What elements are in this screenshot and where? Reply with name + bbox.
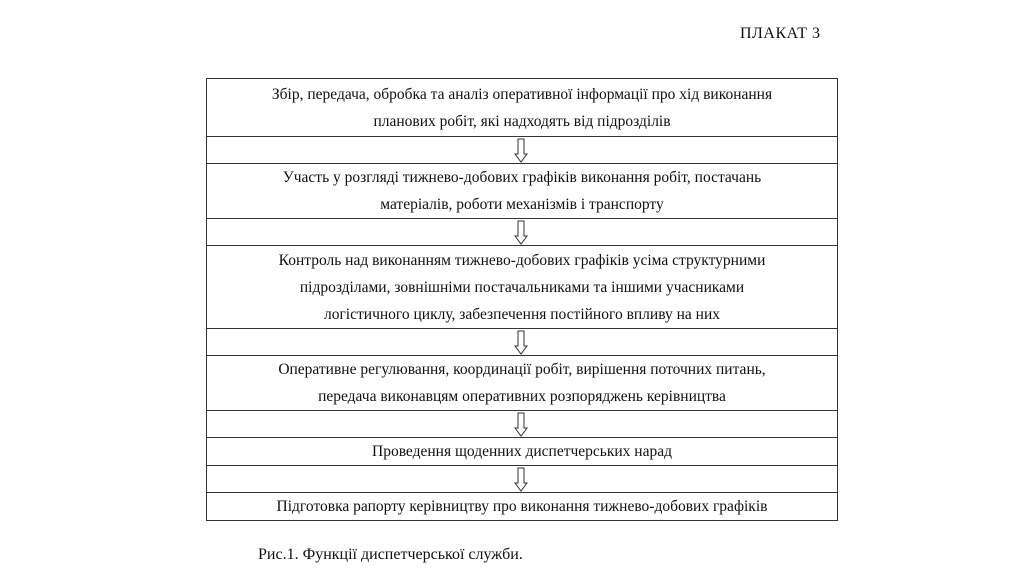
step-4 <box>207 355 837 410</box>
step-text: Оперативне регулювання, координації робіт, вирішення поточних питань, <box>278 361 766 378</box>
down-arrow-icon <box>513 219 529 246</box>
step-1 <box>207 78 837 136</box>
step-text: матеріалів, роботи механізмів і транспорту <box>380 196 664 213</box>
step-text: Підготовка рапорту керівництву про виконання тижнево-добових графіків <box>276 498 768 515</box>
flowchart <box>206 78 838 521</box>
step-text: Контроль над виконанням тижнево-добових графіків усіма структурними <box>278 251 766 269</box>
arrow-row <box>207 465 837 492</box>
arrow-row <box>207 328 837 355</box>
step-text: передача виконавцям оперативних розпоряджень керівництва <box>318 388 726 405</box>
figure-caption: Рис.1. Функції диспетчерської служби. <box>258 546 523 563</box>
step-text: підрозділами, зовнішніми постачальниками та іншими учасниками <box>299 278 745 296</box>
step-text: Участь у розгляді тижнево-добових графіків виконання робіт, постачань <box>282 169 762 186</box>
down-arrow-icon <box>513 329 529 356</box>
step-2 <box>207 163 837 218</box>
step-6 <box>207 492 837 521</box>
step-text: планових робіт, які надходять від підрозділів <box>373 112 671 130</box>
step-5 <box>207 437 837 465</box>
step-text: логістичного циклу, забезпечення постійного впливу на них <box>323 305 721 323</box>
step-text: Збір, передача, обробка та аналіз оперативної інформації про хід виконання <box>271 85 773 103</box>
poster-label: ПЛАКАТ 3 <box>740 25 821 42</box>
arrow-row <box>207 218 837 245</box>
arrow-row <box>207 410 837 437</box>
step-3 <box>207 245 837 328</box>
step-text: Проведення щоденних диспетчерських нарад <box>372 443 672 460</box>
arrow-row <box>207 136 837 163</box>
down-arrow-icon <box>513 411 529 438</box>
down-arrow-icon <box>513 466 529 493</box>
down-arrow-icon <box>513 137 529 164</box>
